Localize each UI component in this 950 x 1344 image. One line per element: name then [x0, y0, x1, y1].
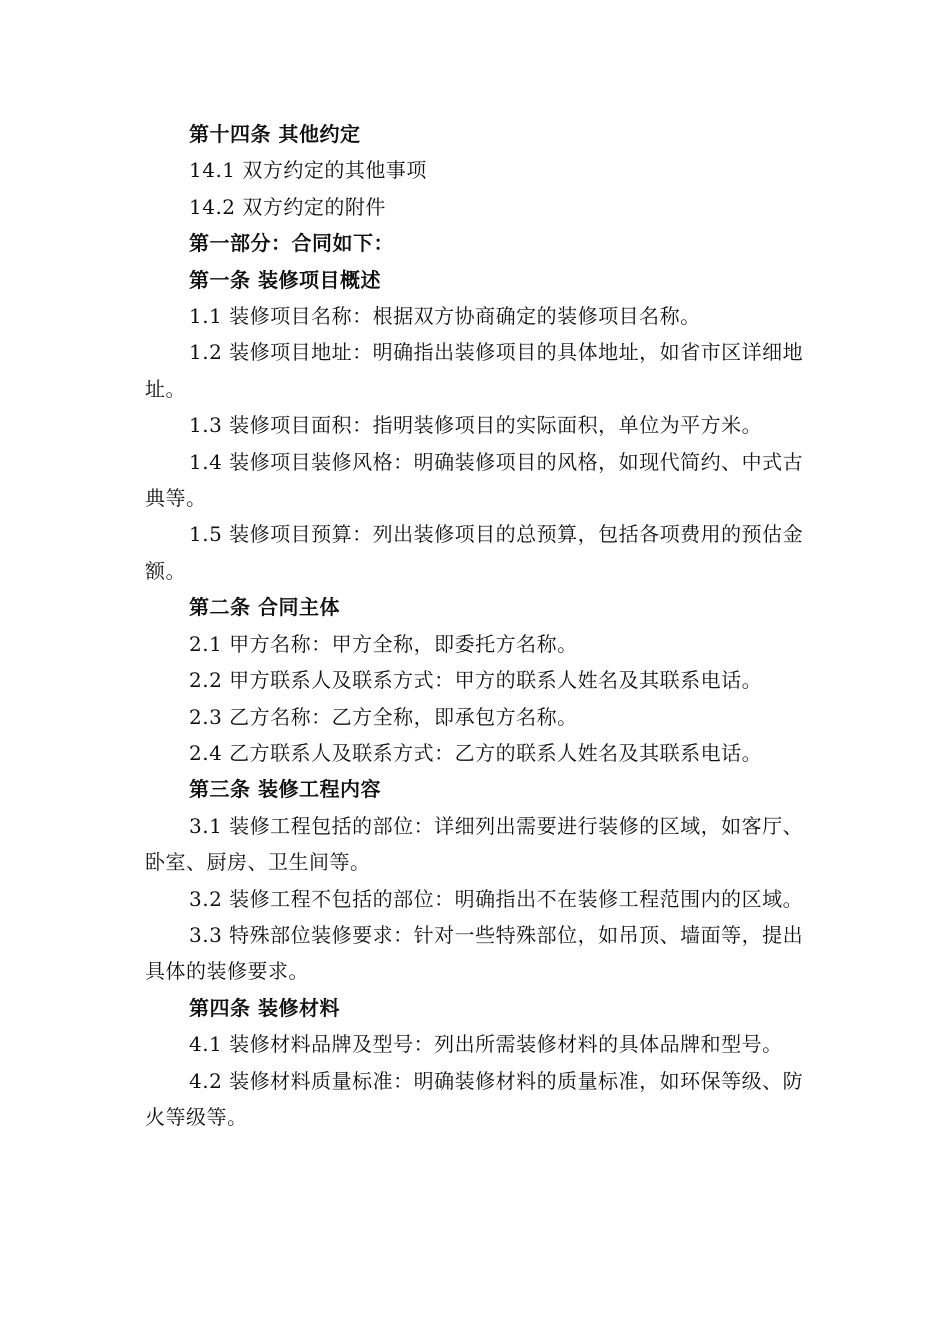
clause-item: 1.2 装修项目地址：明确指出装修项目的具体地址，如省市区详细地址。 [145, 340, 804, 401]
clause-item: 3.3 特殊部位装修要求：针对一些特殊部位，如吊顶、墙面等，提出具体的装修要求。 [145, 922, 804, 984]
clause-heading: 第一条 装修项目概述 [189, 267, 381, 292]
clause-item: 2.1 甲方名称：甲方全称，即委托方名称。 [189, 631, 578, 656]
section-heading: 第一部分：合同如下： [189, 231, 394, 256]
clause-heading: 第三条 装修工程内容 [189, 777, 381, 802]
clause-item: 14.2 双方约定的附件 [189, 194, 386, 219]
clause-item: 2.4 乙方联系人及联系方式：乙方的联系人姓名及其联系电话。 [189, 740, 763, 765]
clause-item: 1.3 装修项目面积：指明装修项目的实际面积，单位为平方米。 [189, 413, 763, 438]
document-page [0, 116, 950, 1135]
clause-item: 3.1 装修工程包括的部位：详细列出需要进行装修的区域，如客厅、卧室、厨房、卫生间等。 [145, 813, 804, 875]
clause-heading: 第十四条 其他约定 [189, 122, 361, 146]
clause-item: 4.2 装修材料质量标准：明确装修材料的质量标准，如环保等级、防火等级等。 [145, 1068, 804, 1129]
clause-item: 3.2 装修工程不包括的部位：明确指出不在装修工程范围内的区域。 [189, 886, 804, 911]
clause-item: 4.1 装修材料品牌及型号：列出所需装修材料的具体品牌和型号。 [189, 1032, 783, 1057]
clause-item: 1.4 装修项目装修风格：明确装修项目的风格，如现代简约、中式古典等。 [145, 449, 804, 511]
clause-heading: 第四条 装修材料 [189, 995, 340, 1020]
clause-heading: 第二条 合同主体 [189, 595, 340, 620]
clause-item: 2.2 甲方联系人及联系方式：甲方的联系人姓名及其联系电话。 [189, 668, 763, 693]
clause-item: 2.3 乙方名称：乙方全称，即承包方名称。 [189, 704, 578, 729]
clause-item: 1.5 装修项目预算：列出装修项目的总预算，包括各项费用的预估金额。 [145, 522, 804, 583]
clause-item: 1.1 装修项目名称：根据双方协商确定的装修项目名称。 [189, 304, 701, 329]
clause-item: 14.1 双方约定的其他事项 [189, 158, 427, 183]
